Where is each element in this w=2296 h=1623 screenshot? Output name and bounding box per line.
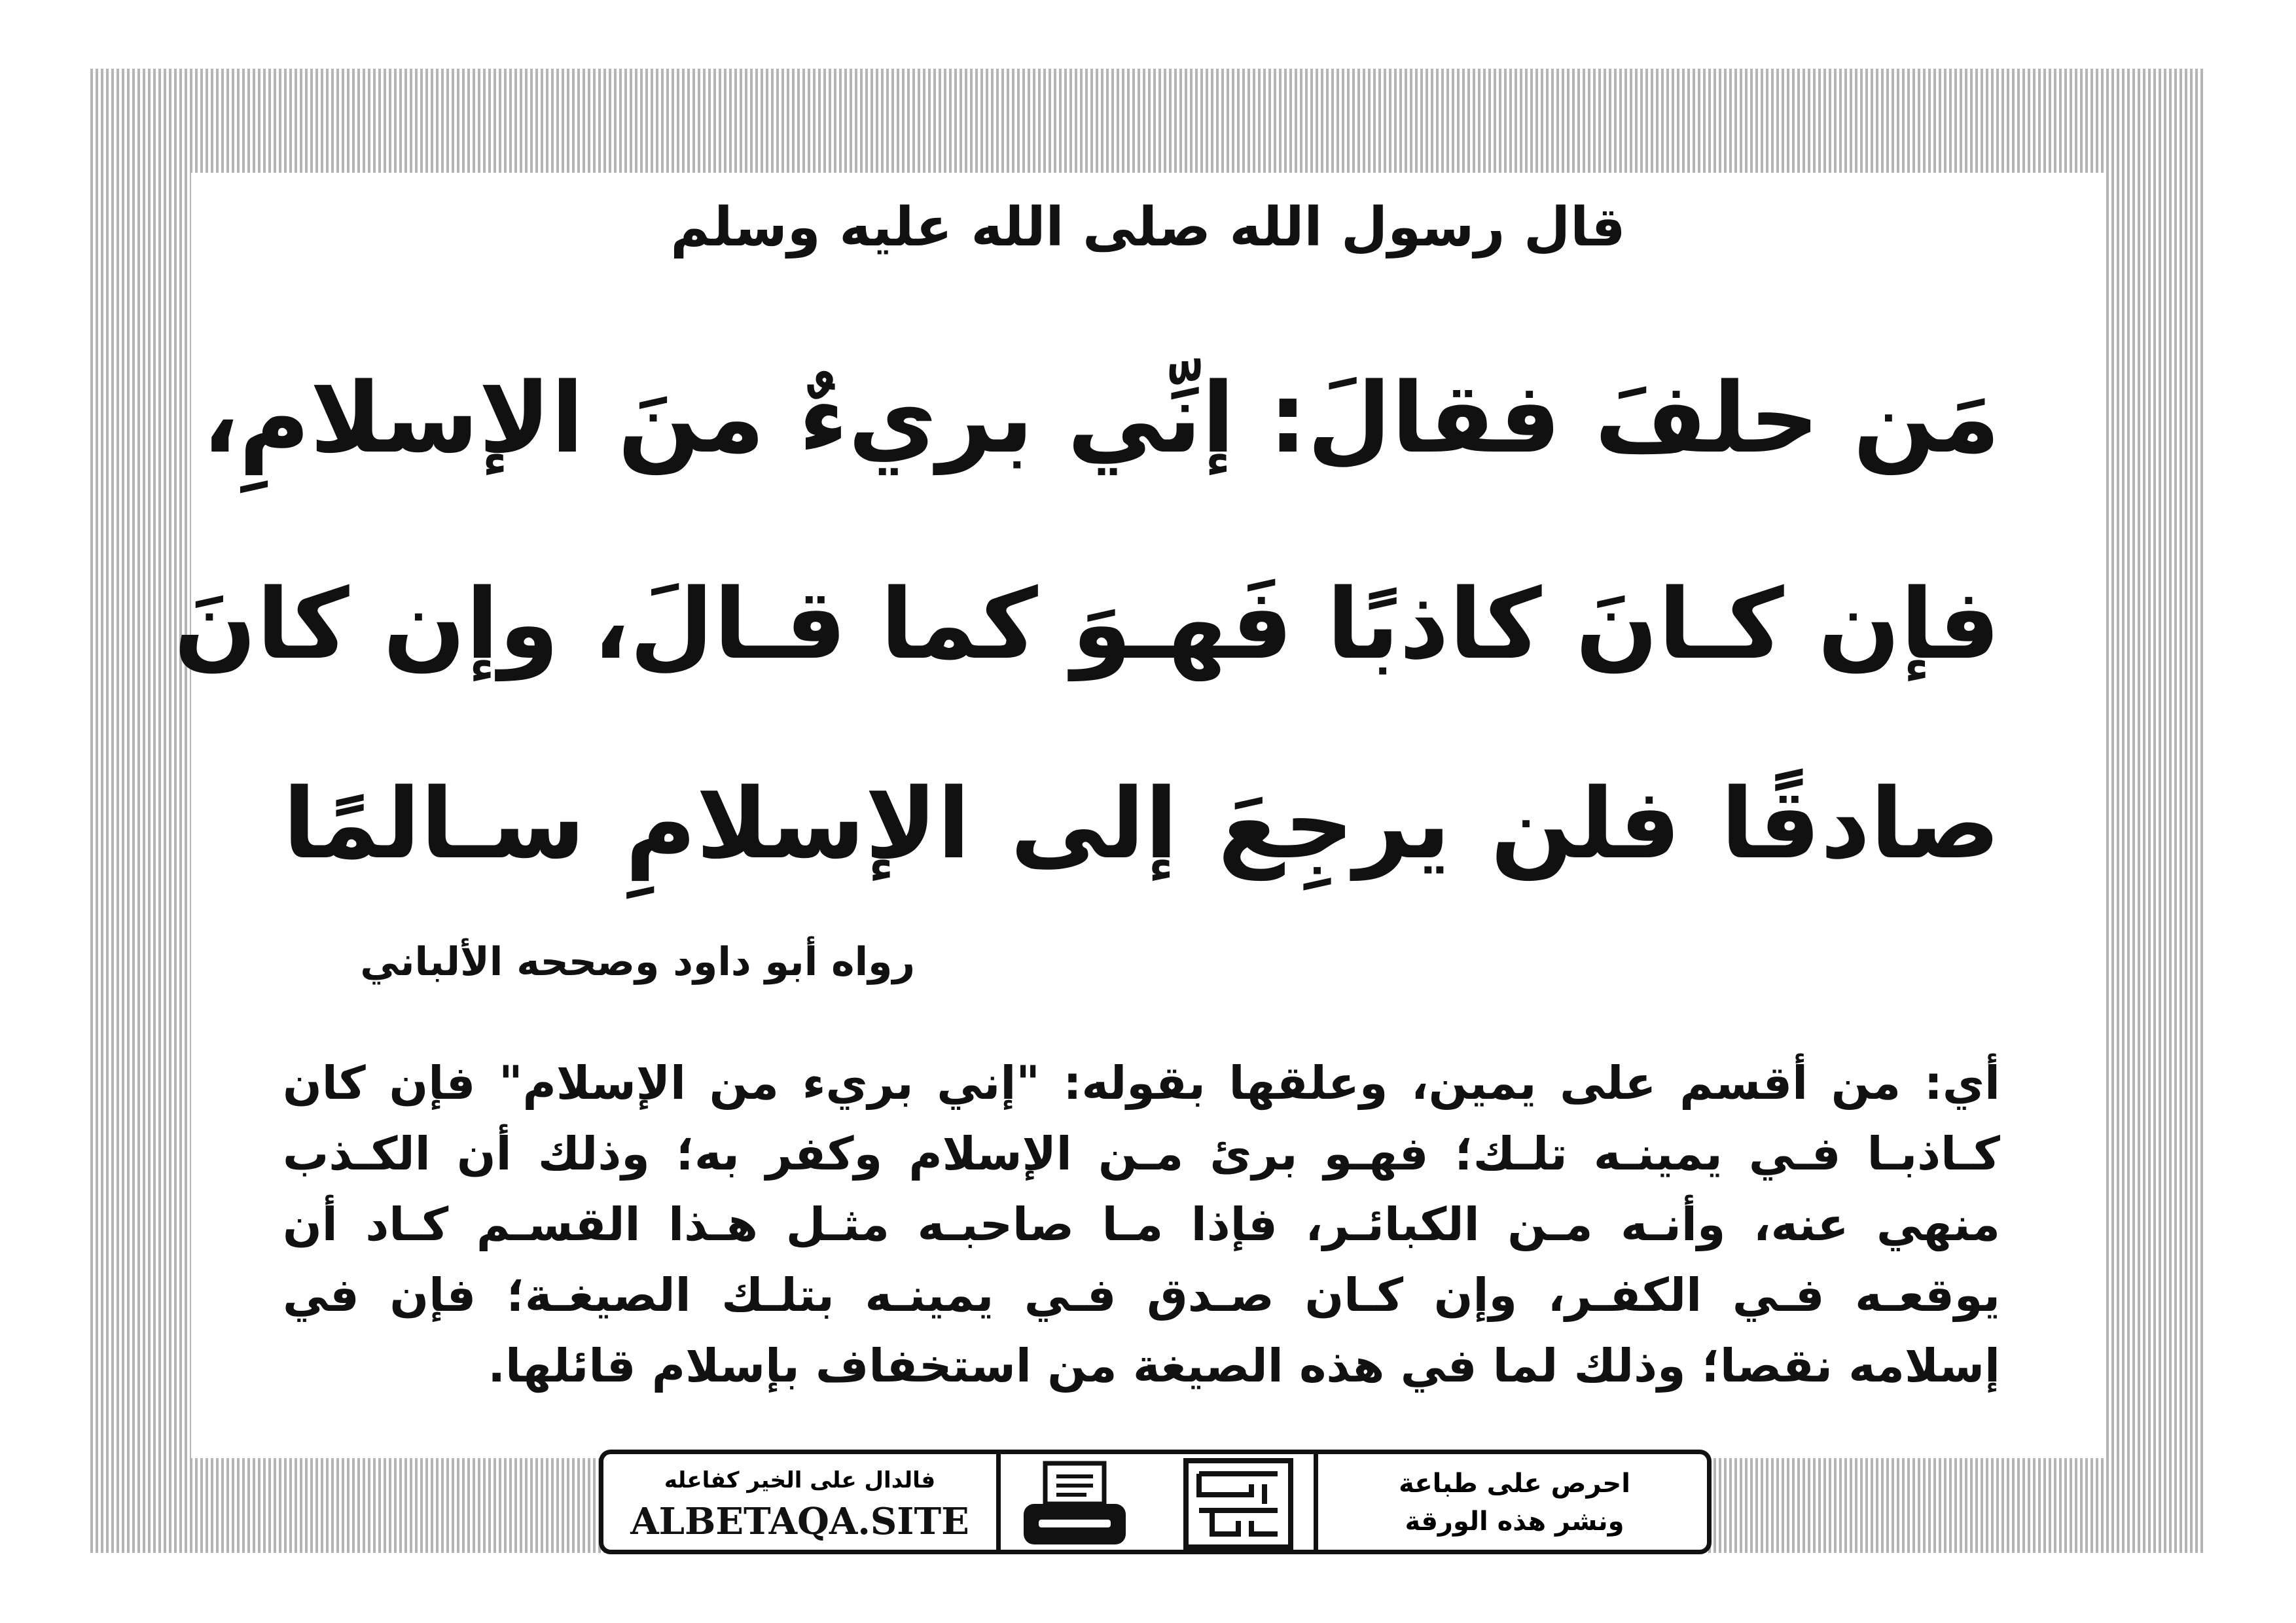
explanation-line-3: منهي عنه، وأنـه مـن الكبائـر، فإذا مـا صاحبـه مثـل هـذا القسـم كـاد أن [283,1198,2000,1251]
footer-divider [996,1454,1001,1550]
footer-divider [1314,1454,1318,1550]
site-link[interactable]: ALBETAQA.SITE [630,1500,969,1543]
footer-cta-line-1: احرص على طباعة [1399,1469,1630,1499]
explanation-line-1: أي: من أقسم على يمين، وعلقها بقوله: "إني بريء من الإسلام" فإن كان [283,1056,2000,1110]
footer-banner [599,1450,1712,1554]
explanation-line-4: يوقعـه فـي الكفـر، وإن كـان صـدق فـي يمينـه بتلـك الصيغـة؛ فإن في [283,1268,2000,1322]
hadith-source: رواه أبو داود وصححه الألباني [360,939,915,985]
printer-icon [1009,1454,1140,1559]
explanation-line-5: إسلامه نقصا؛ وذلك لما في هذه الصيغة من استخفاف بإسلام قائلها. [488,1339,2000,1393]
hadith-line-3: صادقًا فلن يرجِعَ إلى الإسلامِ سـالمًا [283,768,2000,880]
page-title: قال رسول الله صلى الله عليه وسلم [670,196,1626,259]
footer-cta-line-2: ونشر هذه الورقة [1405,1507,1624,1537]
hadith-line-2: فإن كـانَ كاذبًا فَهـوَ كما قـالَ، وإن كانَ [173,568,2000,681]
hadith-line-1: مَن حلفَ فقالَ: إنِّي بريءٌ منَ الإسلامِ، [202,362,2000,474]
explanation-line-2: كـاذبـا فـي يمينـه تلـك؛ فهـو برئ مـن الإسلام وكفر به؛ وذلك أن الكـذب [283,1127,2000,1181]
footer-tagline: فالدال على الخير كفاعله [664,1467,936,1493]
albetaqa-logo [1173,1458,1304,1550]
